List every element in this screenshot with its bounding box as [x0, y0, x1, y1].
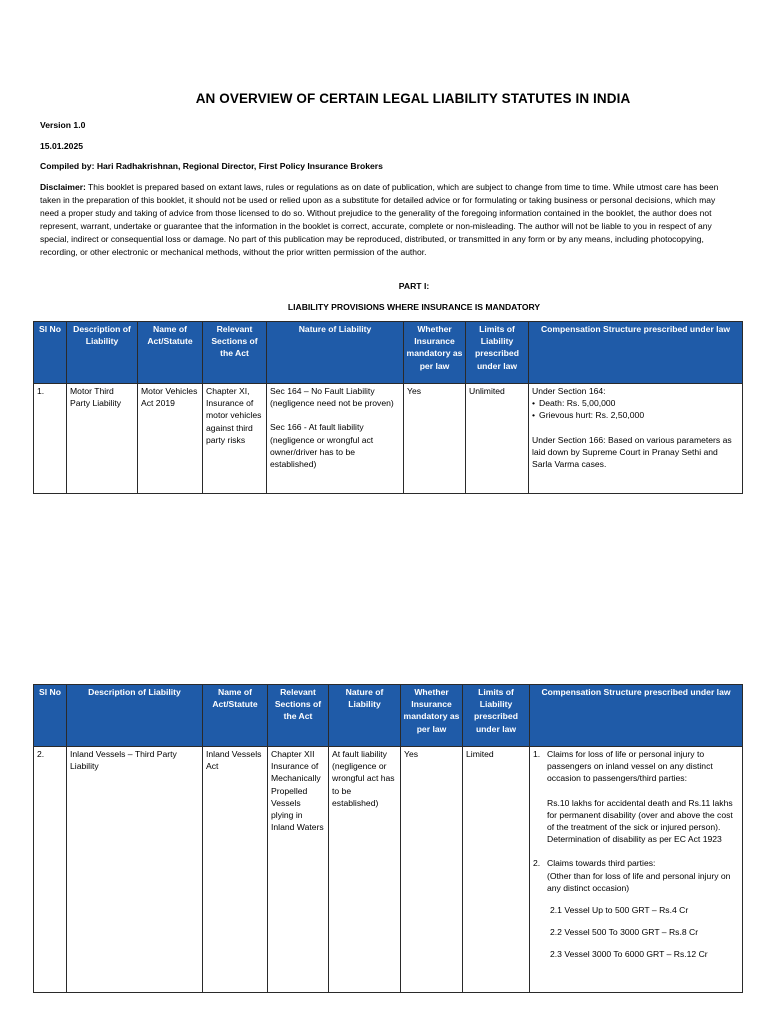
disclaimer-text: This booklet is prepared based on extant laws, rules or regulations as on date of publication, which are subject to change from time to time. While utmost care has been taken in the preparation of this booklet, it should not be used or relied upon as a substitute for detailed advice or for formulating or taking business or personal decisions, which may need a proper study and taking of advice from those licensed to do so. Without prejudice to the generality of the foregoing information contained in the booklet, the author does not represent, warrant, undertake or guarantee that the information in the booklet is correct, accurate, complete or non-misleading. The author will not be liable to you in respect of any special, indirect or consequential loss or damage. No part of this publication may be reproduced, distributed, or transmitted in any form or by any means, including photocopying, recording, or other electronic or mechanical methods, without the prior written permission of the author. — [40, 182, 719, 258]
liability-table-1 — [33, 321, 743, 494]
col-header-limits: Limits of Liability prescribed under law — [466, 322, 529, 384]
col-header-limits: Limits of Liability prescribed under law — [463, 685, 530, 747]
comp-item-2-1: 2.1 Vessel Up to 500 GRT – Rs.4 Cr — [550, 905, 689, 916]
cell-mandatory: Yes — [404, 384, 466, 494]
comp-item-2-text: Claims towards third parties: — [547, 858, 656, 869]
cell-limits: Limited — [463, 747, 530, 993]
col-header-compensation: Compensation Structure prescribed under law — [529, 322, 743, 384]
table-row — [34, 384, 743, 494]
table-row — [34, 747, 743, 993]
cell-mandatory: Yes — [401, 747, 463, 993]
col-header-nature: Nature of Liability — [329, 685, 401, 747]
liability-table-2 — [33, 684, 743, 993]
col-header-mandatory: Whether Insurance mandatory as per law — [401, 685, 463, 747]
table-header-row — [34, 685, 743, 747]
col-header-act: Name of Act/Statute — [138, 322, 203, 384]
cell-compensation — [530, 747, 743, 993]
compiled-by: Compiled by: Hari Radhakrishnan, Regional Director, First Policy Insurance Brokers — [40, 161, 383, 171]
col-header-sections: Relevant Sections of the Act — [203, 322, 267, 384]
col-header-sections: Relevant Sections of the Act — [268, 685, 329, 747]
part-label: PART I: — [398, 281, 430, 291]
col-header-sl: Sl No — [34, 685, 67, 747]
comp-item-1-number: 1. — [533, 749, 541, 759]
comp-item-2-3: 2.3 Vessel 3000 To 6000 GRT – Rs.12 Cr — [550, 949, 708, 960]
cell-nature — [267, 384, 404, 494]
col-header-mandatory: Whether Insurance mandatory as per law — [404, 322, 466, 384]
cell-description: Inland Vessels – Third Party Liability — [67, 747, 203, 993]
cell-sl: 1. — [34, 384, 67, 494]
comp-item-1 — [533, 748, 739, 845]
comp-item-2 — [533, 857, 739, 894]
col-header-description: Description of Liability — [67, 322, 138, 384]
col-header-compensation: Compensation Structure prescribed under law — [530, 685, 743, 747]
col-header-description: Description of Liability — [67, 685, 203, 747]
cell-sl: 2. — [34, 747, 67, 993]
document-title: AN OVERVIEW OF CERTAIN LEGAL LIABILITY STATUTES IN INDIA — [195, 91, 631, 106]
nature-sec-164: Sec 164 – No Fault Liability (negligence need not be proven) — [270, 386, 394, 409]
comp-item-1-text: Claims for loss of life or personal injury to passengers on inland vessel on any distinct occasion to passengers/third parties: — [547, 749, 713, 784]
table-header-row — [34, 322, 743, 384]
comp-intro: Under Section 164: — [532, 386, 606, 396]
comp-item-1-detail: Rs.10 lakhs for accidental death and Rs.11 lakhs for permanent disability (over and above the cost of the treatment of the sick or injured person). Determination of disability as per EC Act 1923 — [547, 797, 733, 845]
comp-item-2-number: 2. — [533, 858, 541, 869]
col-header-act: Name of Act/Statute — [203, 685, 268, 747]
comp-sec-166: Under Section 166: Based on various parameters as laid down by Supreme Court in Pranay Sethi and Sarla Varma cases. — [532, 434, 732, 470]
cell-sections: Chapter XI, Insurance of motor vehicles against third party risks — [203, 384, 267, 494]
cell-compensation — [529, 384, 743, 494]
disclaimer-label: Disclaimer: — [40, 182, 86, 192]
col-header-sl: Sl No — [34, 322, 67, 384]
cell-description: Motor Third Party Liability — [67, 384, 138, 494]
cell-limits: Unlimited — [466, 384, 529, 494]
comp-bullet-hurt: • Grievous hurt: Rs. 2,50,000 — [532, 409, 739, 421]
comp-bullet-death: • Death: Rs. 5,00,000 — [532, 397, 739, 409]
cell-nature: At fault liability (negligence or wrongful act has to be established) — [329, 747, 401, 993]
comp-item-2-2: 2.2 Vessel 500 To 3000 GRT – Rs.8 Cr — [550, 927, 699, 938]
comp-item-2-detail: (Other than for loss of life and personal injury on any distinct occasion) — [547, 870, 731, 893]
date: 15.01.2025 — [40, 141, 84, 151]
disclaimer — [40, 181, 730, 260]
cell-act: Motor Vehicles Act 2019 — [138, 384, 203, 494]
col-header-nature: Nature of Liability — [267, 322, 404, 384]
cell-sections: Chapter XII Insurance of Mechanically Propelled Vessels plying in Inland Waters — [268, 747, 329, 993]
part-heading: LIABILITY PROVISIONS WHERE INSURANCE IS MANDATORY — [287, 302, 541, 312]
version: Version 1.0 — [40, 120, 86, 130]
cell-act: Inland Vessels Act — [203, 747, 268, 993]
nature-sec-166: Sec 166 - At fault liability (negligence or wrongful act owner/driver has to be established) — [270, 422, 374, 470]
